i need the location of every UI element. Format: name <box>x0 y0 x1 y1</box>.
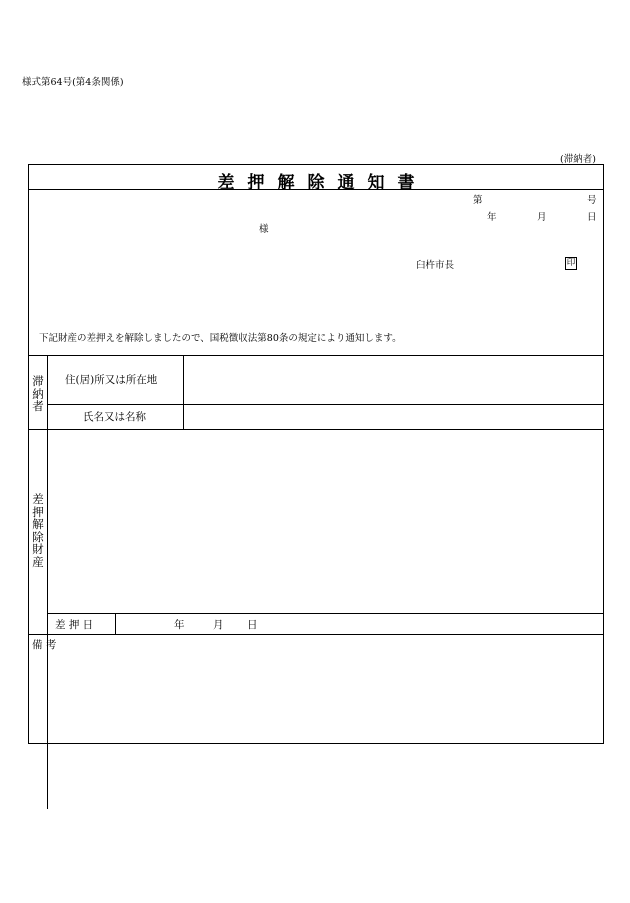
remarks-label: 備 考 <box>32 639 57 651</box>
seizure-day: 日 <box>247 619 258 631</box>
issuer-name: 臼杵市長 <box>416 260 455 271</box>
form-reference: 様式第64号(第4条関係) <box>22 77 124 88</box>
seizure-date-divider <box>115 613 116 634</box>
doc-number-prefix: 第 <box>473 195 483 206</box>
document-title: 差押解除通知書 <box>217 173 428 193</box>
address-row-divider <box>47 404 603 405</box>
property-top-line <box>29 429 603 430</box>
date-year: 年 <box>487 212 497 223</box>
addressee-honorific: 様 <box>259 224 269 235</box>
property-section-label: 差押解除財産 <box>32 492 44 569</box>
title-divider <box>29 189 603 190</box>
seizure-year: 年 <box>174 619 185 631</box>
seizure-month: 月 <box>213 619 224 631</box>
date-month: 月 <box>537 212 547 223</box>
date-day: 日 <box>587 212 597 223</box>
notice-form <box>28 164 604 744</box>
name-label: 氏名又は名称 <box>83 411 146 423</box>
address-label: 住(居)所又は所在地 <box>65 374 158 386</box>
seal-mark: 印 <box>566 258 576 268</box>
taxpayer-label-divider <box>183 355 184 429</box>
taxpayer-copy-note: (滞納者) <box>560 154 596 165</box>
remarks-top-line <box>29 634 603 635</box>
seizure-row-top-line <box>47 613 603 614</box>
section-label-divider <box>47 355 48 809</box>
notice-text: 下記財産の差押えを解除しましたので、国税徴収法第80条の規定により通知します。 <box>39 333 402 344</box>
seizure-date-label: 差 押 日 <box>55 619 94 631</box>
doc-number-suffix: 号 <box>587 195 597 206</box>
taxpayer-section-label: 滞納者 <box>32 374 44 413</box>
taxpayer-top-line <box>29 355 603 356</box>
